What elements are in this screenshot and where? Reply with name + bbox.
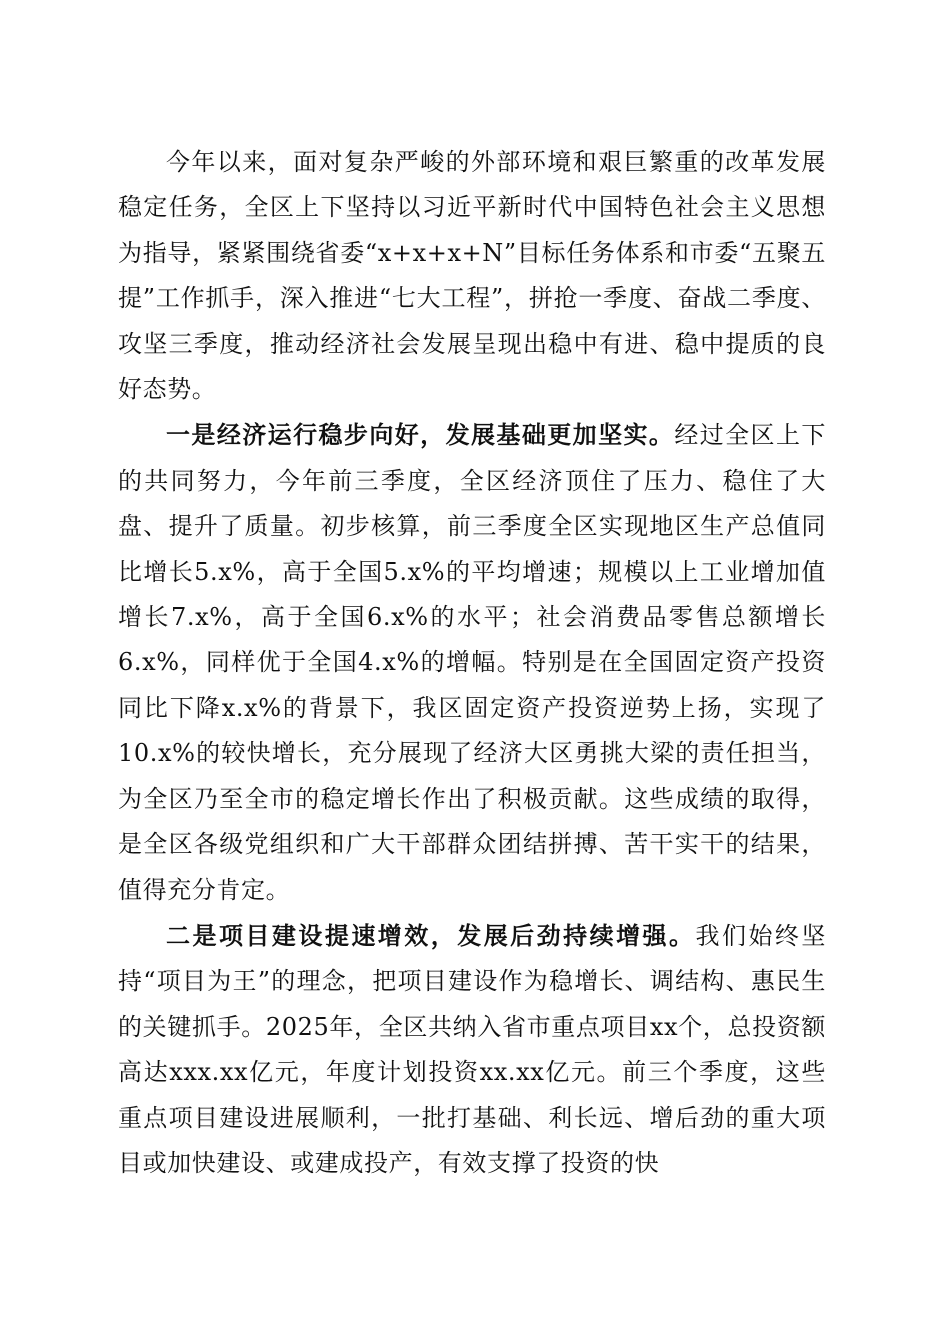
paragraph-projects-heading: 二是项目建设提速增效，发展后劲持续增强。 [166,920,696,950]
paragraph-intro-text: 今年以来，面对复杂严峻的外部环境和艰巨繁重的改革发展稳定任务，全区上下坚持以习近平新时代中国特色社会主义思想为指导，紧紧围绕省委“x+x+x+N”目标任务体系和市委“五聚五提”工作抓手，深入推进“七大工程”，拼抢一季度、奋战二季度、攻坚三季度，推动经济社会发展呈现出稳中有进、稳中提质的良好态势。 [118,148,826,404]
paragraph-projects [118,913,826,1186]
document-body [118,140,826,1186]
paragraph-economy [118,412,826,912]
paragraph-economy-text: 经过全区上下的共同努力，今年前三季度，全区经济顶住了压力、稳住了大盘、提升了质量。初步核算，前三季度全区实现地区生产总值同比增长5.x%，高于全国5.x%的平均增速；规模以上工业增加值增长7.x%，高于全国6.x%的水平；社会消费品零售总额增长6.x%，同样优于全国4.x%的增幅。特别是在全国固定资产投资同比下降x.x%的背景下，我区固定资产投资逆势上扬，实现了10.x%的较快增长，充分展现了经济大区勇挑大梁的责任担当，为全区乃至全市的稳定增长作出了积极贡献。这些成绩的取得，是全区各级党组织和广大干部群众团结拼搏、苦干实干的结果，值得充分肯定。 [118,421,826,904]
paragraph-projects-text: 我们始终坚持“项目为王”的理念，把项目建设作为稳增长、调结构、惠民生的关键抓手。2025年，全区共纳入省市重点项目xx个，总投资额高达xxx.xx亿元，年度计划投资xx.xx亿元。前三个季度，这些重点项目建设进展顺利，一批打基础、利长远、增后劲的重大项目或加快建设、或建成投产，有效支撑了投资的快 [118,921,826,1177]
paragraph-economy-heading: 一是经济运行稳步向好，发展基础更加坚实。 [166,420,675,450]
paragraph-intro [118,140,826,412]
